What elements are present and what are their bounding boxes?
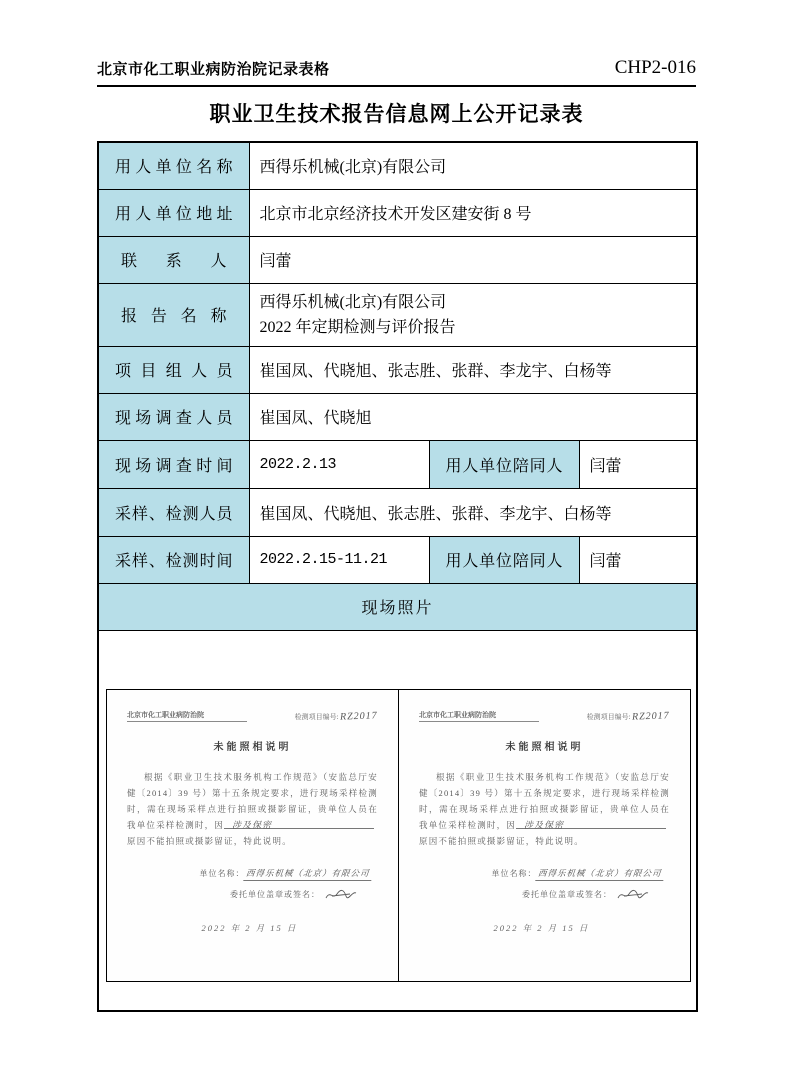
- scan-project-no: [295, 711, 378, 722]
- survey-staff-label: 现场调查人员: [98, 393, 249, 440]
- scan-title: 未能照相说明: [505, 741, 584, 753]
- signature-scribble-icon: [616, 888, 650, 902]
- scan-blank-line: [516, 817, 666, 829]
- table-row: [98, 142, 697, 189]
- sampling-time-value: 2022.2.15-11.21: [249, 536, 429, 583]
- report-name-line2: 2022 年定期检测与评价报告: [259, 318, 456, 336]
- scan-body-text1: 根据《职业卫生技术服务机构工作规范》（安监总厅安健〔2014〕39 号）第十五条规定要求，进行现场采样检测时，需在现场采样点进行拍照或摄影留证，贵单位人员在我单位采样检测时，因: [419, 771, 670, 830]
- employer-address-label: 用人单位地址: [98, 189, 249, 236]
- scan-project-no: [587, 711, 670, 722]
- scan-date: 2022 年 2 月 15 日: [493, 922, 590, 933]
- table-row: [98, 630, 697, 1011]
- scan-unit-label: 单位名称：: [491, 868, 537, 878]
- scan-unit-label: 单位名称：: [199, 868, 245, 878]
- survey-staff-value: 崔国凤、代晓旭: [249, 393, 697, 440]
- sampling-companion-label: 用人单位陪同人: [429, 536, 579, 583]
- scan-handwritten-reason: 涉及保密: [524, 819, 565, 830]
- scan-project-no-label: 检测项目编号:: [294, 712, 339, 721]
- header-form-code: CHP2-016: [614, 57, 696, 78]
- project-team-label: 项目组人员: [98, 346, 249, 393]
- scan-unit-row: [419, 867, 664, 881]
- scanned-document-right: [398, 690, 690, 981]
- sheet: [97, 57, 696, 1012]
- photos-section-header: 现场照片: [98, 583, 697, 630]
- scan-handwritten-reason: 涉及保密: [232, 819, 273, 830]
- sampling-staff-label: 采样、检测人员: [98, 488, 249, 536]
- employer-name-value: 西得乐机械(北京)有限公司: [249, 142, 697, 189]
- table-row: [98, 283, 697, 346]
- report-name-line1: 西得乐机械(北京)有限公司: [259, 293, 447, 311]
- scan-body: [419, 769, 670, 849]
- scan-unit-row: [127, 867, 372, 881]
- scanned-documents: [106, 689, 691, 982]
- sampling-staff-value: 崔国凤、代晓旭、张志胜、张群、李龙宇、白杨等: [249, 488, 697, 536]
- table-row: [98, 236, 697, 283]
- record-table: [97, 141, 698, 1012]
- table-row: [98, 440, 697, 488]
- sampling-time-label: 采样、检测时间: [98, 536, 249, 583]
- scan-body-text2: 原因不能拍照或摄影留证，特此说明。: [127, 835, 292, 846]
- scan-signature-block: [419, 867, 670, 934]
- scan-project-no-label: 检测项目编号:: [586, 712, 631, 721]
- table-row: [98, 583, 697, 630]
- scan-blank-line: [224, 817, 374, 829]
- scan-signature-block: [127, 867, 378, 934]
- scanned-document-left: [107, 690, 398, 981]
- scan-project-no-value: RZ2017: [632, 710, 671, 723]
- scan-org-name: 北京市化工职业病防治院: [419, 710, 539, 722]
- scan-header: [419, 710, 670, 722]
- table-row: [98, 393, 697, 440]
- table-row: [98, 189, 697, 236]
- contact-value: 闫蕾: [249, 236, 697, 283]
- survey-companion-label: 用人单位陪同人: [429, 440, 579, 488]
- page-header: [97, 57, 696, 87]
- survey-time-label: 现场调查时间: [98, 440, 249, 488]
- scan-unit-handwritten: 西得乐机械（北京）有限公司: [244, 867, 373, 881]
- scan-body-text1: 根据《职业卫生技术服务机构工作规范》（安监总厅安健〔2014〕39 号）第十五条规定要求，进行现场采样检测时，需在现场采样点进行拍照或摄影留证，贵单位人员在我单位采样检测时，因: [127, 771, 378, 830]
- survey-companion-value: 闫蕾: [579, 440, 697, 488]
- scan-body-text2: 原因不能拍照或摄影留证，特此说明。: [419, 835, 584, 846]
- header-org-title: 北京市化工职业病防治院记录表格: [97, 62, 330, 78]
- table-row: [98, 346, 697, 393]
- signature-scribble-icon: [324, 888, 358, 902]
- scan-body: [127, 769, 378, 849]
- scan-project-no-value: RZ2017: [340, 710, 379, 723]
- contact-label: 联系人: [98, 236, 249, 283]
- scan-sign-label: 委托单位盖章或签名：: [522, 889, 612, 899]
- scan-title: 未能照相说明: [213, 741, 292, 753]
- employer-address-value: 北京市北京经济技术开发区建安街 8 号: [249, 189, 697, 236]
- report-name-label: 报告名称: [98, 283, 249, 346]
- scan-org-name: 北京市化工职业病防治院: [127, 710, 247, 722]
- project-team-value: 崔国凤、代晓旭、张志胜、张群、李龙宇、白杨等: [249, 346, 697, 393]
- employer-name-label: 用人单位名称: [98, 142, 249, 189]
- table-row: [98, 536, 697, 583]
- scan-sign-label: 委托单位盖章或签名：: [230, 889, 320, 899]
- table-row: [98, 488, 697, 536]
- survey-time-value: 2022.2.13: [249, 440, 429, 488]
- report-name-value: [249, 283, 697, 346]
- scan-header: [127, 710, 378, 722]
- page-title: 职业卫生技术报告信息网上公开记录表: [209, 102, 584, 126]
- sampling-companion-value: 闫蕾: [579, 536, 697, 583]
- photos-cell: [98, 630, 697, 1011]
- scan-sign-row: [127, 888, 372, 902]
- scan-sign-row: [419, 888, 664, 902]
- scan-date: 2022 年 2 月 15 日: [201, 922, 298, 933]
- scan-unit-handwritten: 西得乐机械（北京）有限公司: [536, 867, 665, 881]
